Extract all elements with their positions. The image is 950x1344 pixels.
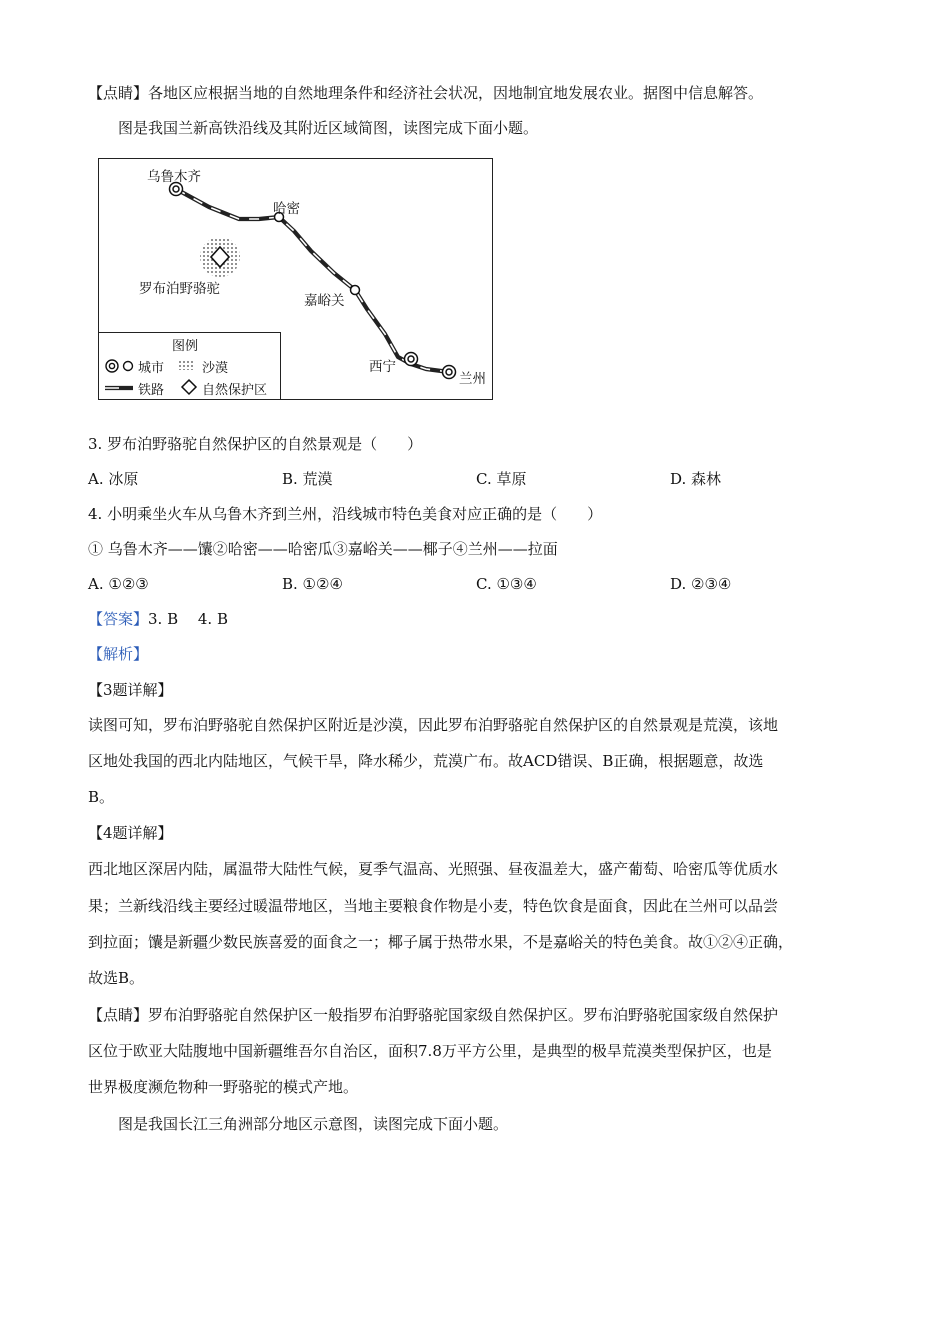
note2-line-1 bbox=[88, 1005, 778, 1025]
q4-option-d: D. ②③④ bbox=[670, 575, 732, 593]
group1-intro: 图是我国兰新高铁沿线及其附近区域简图，读图完成下面小题。 bbox=[118, 119, 539, 137]
analysis-tag: 【解析】 bbox=[88, 645, 149, 663]
note2-line-3: 世界极度濒危物种一野骆驼的模式产地。 bbox=[88, 1078, 359, 1096]
detail4-title: 【4题详解】 bbox=[88, 824, 173, 842]
q3-option-a: A. 冰原 bbox=[88, 470, 139, 488]
legend-city-label: 城市 bbox=[138, 361, 165, 376]
legend-city-icon bbox=[106, 360, 133, 372]
note2-text-1: 罗布泊野骆驼自然保护区一般指罗布泊野骆驼国家级自然保护区。罗布泊野骆驼国家级自然保护 bbox=[148, 1006, 779, 1024]
lanxin-railway-map bbox=[98, 158, 493, 400]
q3-option-c: C. 草原 bbox=[476, 470, 527, 488]
detail4-line-4: 故选B。 bbox=[88, 969, 145, 987]
q3-stem: 3. 罗布泊野骆驼自然保护区的自然景观是（ ） bbox=[88, 435, 423, 453]
detail3-line-2: 区地处我国的西北内陆地区，气候干旱，降水稀少，荒漠广布。故ACD错误、B正确，根据题意，故选 bbox=[88, 752, 764, 770]
note2-tag: 【点睛】 bbox=[88, 1006, 149, 1024]
city-marker-lanzhou bbox=[443, 366, 456, 379]
answer bbox=[88, 609, 228, 629]
q3-option-b: B. 荒漠 bbox=[282, 470, 333, 488]
city-marker-jiayuguan bbox=[351, 286, 360, 295]
city-marker-xining bbox=[405, 353, 418, 366]
label-urumqi: 乌鲁木齐 bbox=[147, 169, 201, 185]
intro-note bbox=[88, 83, 763, 103]
label-xining: 西宁 bbox=[369, 359, 396, 375]
legend-desert-label: 沙漠 bbox=[202, 361, 229, 376]
q3-option-d: D. 森林 bbox=[670, 470, 722, 488]
legend-reserve-icon bbox=[182, 380, 196, 394]
answer-text: 3. B 4. B bbox=[148, 610, 228, 628]
map-legend bbox=[99, 332, 281, 400]
note-tag: 【点睛】 bbox=[88, 84, 149, 102]
label-reserve: 罗布泊野骆驼 bbox=[139, 281, 220, 297]
legend-railway-label: 铁路 bbox=[138, 383, 165, 398]
label-lanzhou: 兰州 bbox=[459, 371, 486, 387]
detail3-title: 【3题详解】 bbox=[88, 681, 173, 699]
detail3-line-3: B。 bbox=[88, 788, 115, 806]
q4-items: ① 乌鲁木齐——馕②哈密——哈密瓜③嘉峪关——椰子④兰州——拉面 bbox=[88, 540, 558, 558]
legend-reserve-label: 自然保护区 bbox=[202, 383, 268, 398]
detail4-line-1: 西北地区深居内陆，属温带大陆性气候，夏季气温高、光照强、昼夜温差大，盛产葡萄、哈密瓜等优质水 bbox=[88, 860, 779, 878]
answer-tag: 【答案】 bbox=[88, 610, 149, 628]
note2-line-2: 区位于欧亚大陆腹地中国新疆维吾尔自治区，面积7.8万平方公里，是典型的极旱荒漠类型保护区，也是 bbox=[88, 1042, 772, 1060]
label-jiayuguan: 嘉峪关 bbox=[304, 293, 345, 309]
q4-option-b: B. ①②④ bbox=[282, 575, 343, 593]
label-hami: 哈密 bbox=[273, 201, 300, 217]
detail4-line-3: 到拉面；馕是新疆少数民族喜爱的面食之一；椰子属于热带水果，不是嘉峪关的特色美食。故①②④正确， bbox=[88, 933, 794, 951]
note-text: 各地区应根据当地的自然地理条件和经济社会状况，因地制宜地发展农业。据图中信息解答。 bbox=[148, 84, 764, 102]
detail4-line-2: 果；兰新线沿线主要经过暖温带地区，当地主要粮食作物是小麦，特色饮食是面食，因此在兰州可以品尝 bbox=[88, 897, 779, 915]
legend-desert-icon bbox=[177, 360, 195, 370]
q4-option-a: A. ①②③ bbox=[88, 575, 149, 593]
detail3-line-1: 读图可知，罗布泊野骆驼自然保护区附近是沙漠，因此罗布泊野骆驼自然保护区的自然景观是荒漠，该地 bbox=[88, 716, 779, 734]
q4-option-c: C. ①③④ bbox=[476, 575, 537, 593]
group2-intro: 图是我国长江三角洲部分地区示意图，读图完成下面小题。 bbox=[118, 1115, 509, 1133]
legend-title: 图例 bbox=[172, 339, 199, 354]
q4-stem: 4. 小明乘坐火车从乌鲁木齐到兰州，沿线城市特色美食对应正确的是（ ） bbox=[88, 505, 603, 523]
